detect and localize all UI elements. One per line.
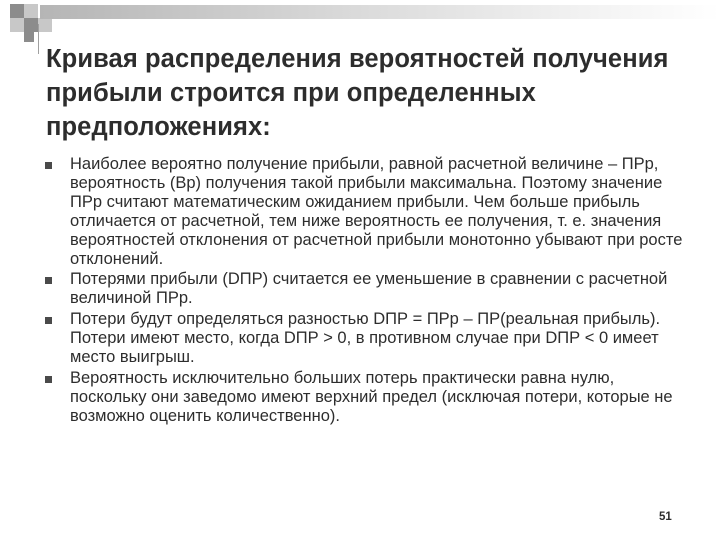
decor-square	[10, 18, 24, 32]
page-number: 51	[659, 511, 672, 523]
square-bullet-icon	[45, 277, 52, 284]
decor-square	[38, 18, 52, 32]
list-item-text: Потери будут определяться разностью DПР = ПРр – ПР(реальная прибыль). Потери имеют место, когда DПР > 0, в противном случае при DПР < 0 имеет место выигрыш.	[70, 310, 661, 367]
decor-square	[24, 4, 38, 18]
list-item-text: Наиболее вероятно получение прибыли, равной расчетной величине – ПРр, вероятность (Вр) получения такой прибыли максимальна. Поэтому значение ПРр считают математическим ожиданием прибыли. Чем больше прибыль отличается от расчетной, тем ниже вероятность ее получения, т. е. значения вероятностей отклонения от расчетной прибыли монотонно убывают при росте отклонений.	[70, 155, 683, 268]
list-item-text: Вероятность исключительно больших потерь практически равна нулю, поскольку они заведомо имеют верхний предел (исключая потери, которые не возможно оценить количественно).	[70, 368, 673, 425]
header-divider	[38, 24, 39, 54]
slide-title: Кривая распределения вероятностей получения прибыли строится при определенных предположениях:	[46, 45, 669, 141]
decor-square	[10, 4, 24, 18]
decor-square	[24, 18, 38, 32]
list-item	[42, 155, 692, 268]
header-gradient-bar	[40, 5, 720, 19]
square-bullet-icon	[45, 376, 52, 383]
bullet-list	[42, 155, 692, 428]
square-bullet-icon	[45, 317, 52, 324]
decor-square	[24, 32, 34, 42]
list-item	[42, 310, 692, 367]
list-item-text: Потерями прибыли (DПР) считается ее уменьшение в сравнении с расчетной величиной ПРр.	[70, 270, 668, 308]
list-item	[42, 369, 692, 426]
square-bullet-icon	[45, 162, 52, 169]
list-item	[42, 270, 692, 308]
